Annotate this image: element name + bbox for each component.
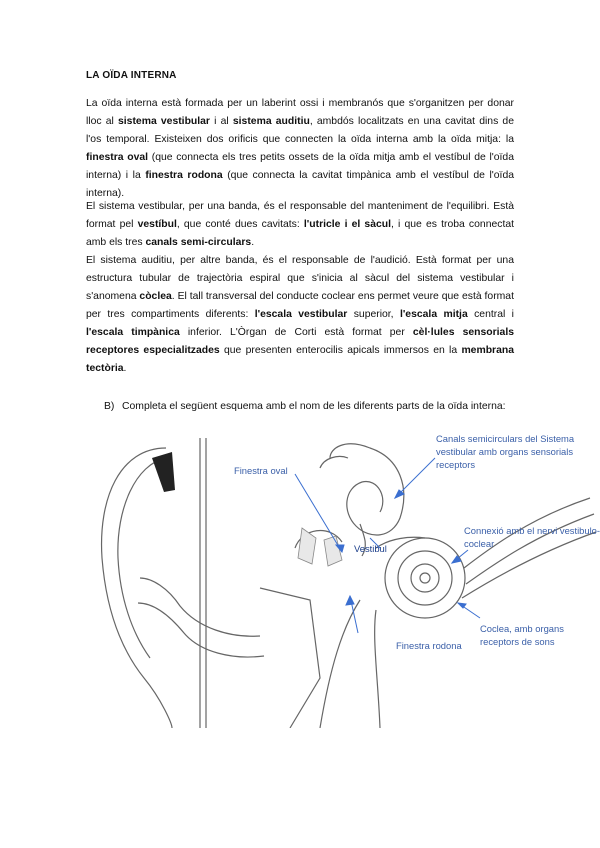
cochlea-outer [385,538,465,618]
semicircular-canals [330,444,404,535]
label-connexio: Connexió amb el nervi vestibulo-coclear [464,525,600,549]
ossicles [298,528,316,564]
ear-illustration [80,428,600,728]
middle-ear [260,588,320,728]
label-finestra-rodona: Finestra rodona [396,640,462,651]
head-outline [200,438,206,728]
label-coclea: Coclea, amb organs receptors de sons [480,623,564,647]
outer-ear-outline [102,448,172,728]
hair-shape [152,452,175,492]
paragraph-intro: La oïda interna està formada per un laberint ossi i membranós que s'organitzen per donar lloc al sistema vestibular i al sistema auditiu, ambdós localitzats en una cavitat dins de l'os temporal. Existeixen dos orificis que connecten la oïda interna amb la oïda mitja: la finestra oval (que connecta els tres petits ossets de la oïda mitja amb el vestíbul de l'oïda interna) i la finestra rodona (que connecta la cavitat timpànica amb el vestíbul de l'oïda interna). [86,98,514,199]
task-text: Completa el següent esquema amb el nom de les diferents parts de la oïda interna: [122,401,506,412]
paragraph-auditiu: El sistema auditiu, per altre banda, és el responsable de l'audició. Està format per una estructura tubular de trajectòria espiral que s'inicia al sàcul del sistema vestibular i s'anomena còclea. El tall transversal del conducte coclear ens permet veure que està format per tres compartiments diferents: l'escala vestibular superior, l'escala mitja central i l'escala timpànica inferior. L'Òrgan de Corti està format per cèl·lules sensorials receptores especialitzades que presenten enterocilis apicals immersos en la membrana tectòria. [86,255,514,374]
label-finestra-oval: Finestra oval [234,465,288,476]
label-canals: Canals semicirculars del Sistema vestibular amb organs sensorials receptors [436,433,575,470]
label-vestibul: Vestibul [354,543,387,554]
ear-diagram [80,428,600,728]
section-title: LA OÏDA INTERNA [86,70,177,81]
task-letter: B) [104,401,115,412]
paragraph-vestibular: El sistema vestibular, per una banda, és el responsable del manteniment de l'equilibri. Està format pel vestíbul, que conté dues cavitats: l'utricle i el sàcul, i que es troba connectat amb els tres canals semi-circulars. [86,201,514,248]
